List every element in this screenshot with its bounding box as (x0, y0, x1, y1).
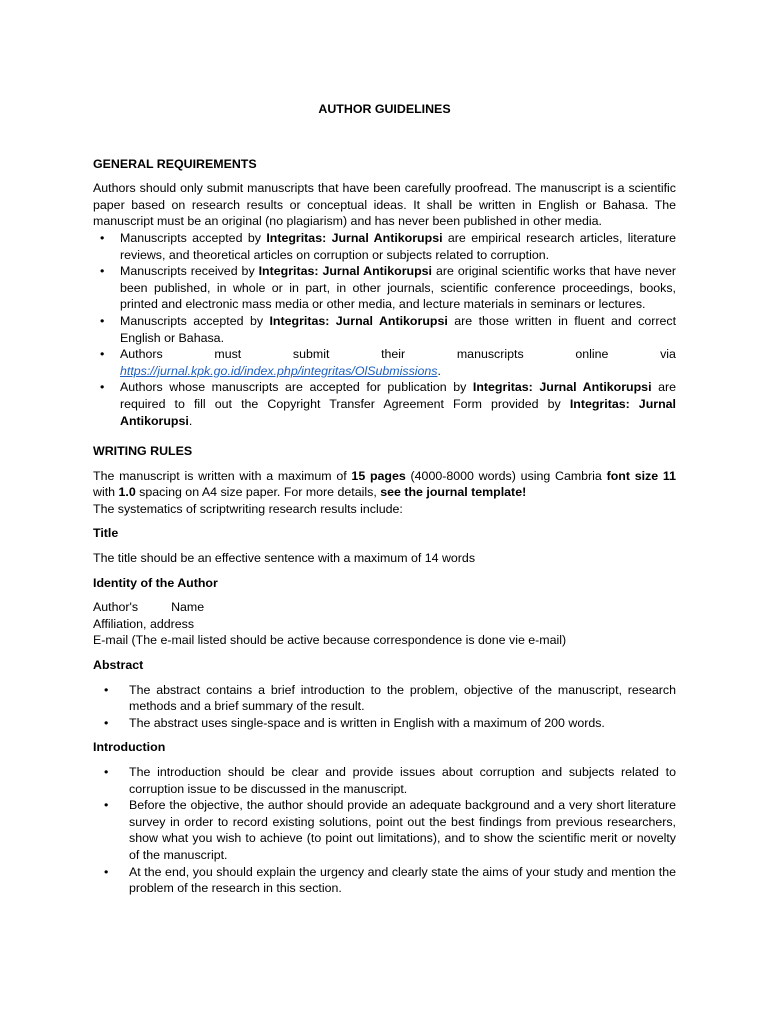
abstract-heading: Abstract (93, 658, 144, 673)
abstract-list (104, 682, 676, 732)
general-intro-paragraph: Authors should only submit manuscripts that have been carefully proofread. The manuscript is a scientific paper based on research results or conceptual ideas. It shall be written in English or Bahasa. The manuscript must be an original (no plagiarism) and has never been published in other media. (93, 181, 676, 229)
writing-rules-paragraph: The manuscript is written with a maximum of 15 pages (4000-8000 words) using Cambria font size 11 with 1.0 spacing on A4 size paper. For more details, see the journal template! (93, 468, 677, 500)
list-item: • Before the objective, the author should provide an adequate background and a very short literature survey in order to record existing solutions, point out the best findings from previous researchers, show what you wish to achieve (to point out limitations), and to show the scientific merit or novelty of the manuscript. (104, 798, 676, 862)
journal-name: Integritas: Jurnal Antikorupsi (266, 230, 443, 245)
bullet: • (100, 264, 105, 279)
journal-name: Integritas: Jurnal Antikorupsi (472, 380, 652, 395)
general-requirements-heading: GENERAL REQUIREMENTS (93, 156, 257, 171)
bullet: • (104, 798, 109, 813)
systematics-paragraph: The systematics of scriptwriting research results include: (93, 501, 403, 516)
introduction-list (104, 764, 676, 897)
list-item: • Manuscripts received by Integritas: Jurnal Antikorupsi are original scientific works that have never been published, in whole or in part, in other journals, scientific conference proceedings, books, printed and electronic mass media or other media, and lecture materials in seminars or lectures. (100, 264, 676, 312)
list-item: • Manuscripts accepted by Integritas: Jurnal Antikorupsi are those written in fluent and correct English or Bahasa. (100, 313, 677, 345)
journal-name: Integritas: Jurnal Antikorupsi (258, 264, 432, 279)
title-heading: Title (93, 526, 119, 541)
list-item: • Authors whose manuscripts are accepted for publication by Integritas: Jurnal Antikorupsi are required to fill out the Copyright Transfer Agreement Form provided by Integritas: Jurnal Antikorupsi. (100, 380, 676, 428)
list-item: • The abstract contains a brief introduction to the problem, objective of the manuscript, research methods and a brief summary of the result. (104, 682, 676, 714)
identity-name-line: Author's Name (93, 600, 205, 615)
bullet: • (104, 765, 109, 779)
writing-rules-heading: WRITING RULES (93, 444, 193, 459)
list-item: • The abstract uses single-space and is written in English with a maximum of 200 words. (104, 715, 605, 730)
document-title: AUTHOR GUIDELINES (318, 102, 451, 116)
general-requirements-list (93, 230, 676, 429)
list-item: • Authors must submit their manuscripts online via https://jurnal.kpk.go.id/index.php/integritas/OlSubmissions. (100, 347, 676, 378)
identity-heading: Identity of the Author (93, 575, 218, 590)
bullet: • (100, 313, 105, 328)
bullet: • (104, 682, 109, 697)
identity-email-line: E-mail (The e-mail listed should be active because correspondence is done vie e-mail) (93, 633, 567, 648)
document-page (93, 101, 676, 897)
bullet: • (104, 864, 109, 879)
bullet: • (104, 715, 109, 730)
submission-link[interactable]: https://jurnal.kpk.go.id/index.php/integritas/OlSubmissions (120, 363, 438, 378)
submission-line: Authors must submit their manuscripts online via (120, 347, 676, 362)
list-item: • At the end, you should explain the urgency and clearly state the aims of your study and mention the problem of the research in this section. (104, 864, 676, 896)
bullet: • (100, 347, 105, 362)
title-text: The title should be an effective sentence with a maximum of 14 words (93, 551, 476, 566)
identity-affiliation-line: Affiliation, address (93, 616, 195, 631)
list-item: • The introduction should be clear and provide issues about corruption and subjects related to corruption issue to be discussed in the manuscript. (104, 765, 676, 796)
journal-name: Integritas: Jurnal Antikorupsi (269, 313, 448, 328)
journal-name: Integritas: Jurnal Antikorupsi (120, 396, 676, 428)
list-item: • Manuscripts accepted by Integritas: Jurnal Antikorupsi are empirical research articles, literature reviews, and theoretical articles on corruption or subjects related to corruption. (100, 230, 677, 262)
bullet: • (100, 380, 105, 395)
bullet: • (100, 230, 105, 245)
introduction-heading: Introduction (93, 740, 166, 755)
